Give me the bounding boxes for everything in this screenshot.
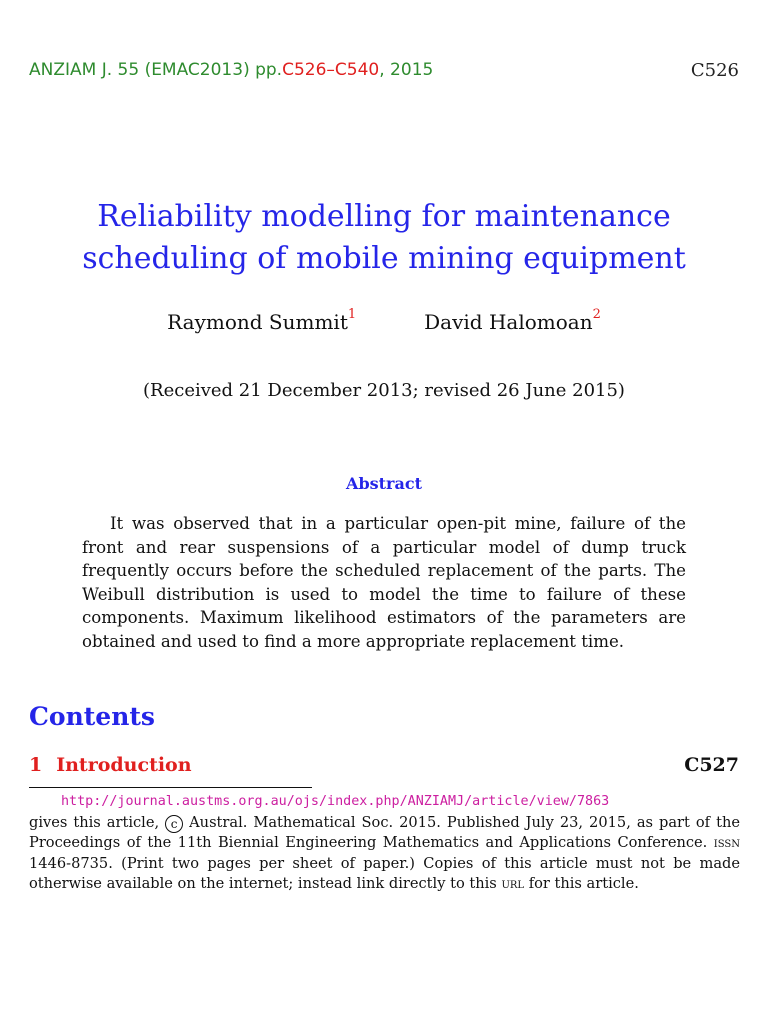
toc-section-number[interactable]: 1 [29,754,43,776]
journal-year: , 2015 [379,60,434,80]
paper-title [0,196,768,280]
running-header [29,60,739,86]
footnote-rule [29,787,312,788]
journal-citation [29,60,433,80]
footnote-text-c: 1446-8735. (Print two pages per sheet of paper.) Copies of this article must not be made otherwise available on the internet; instead link directly to this [29,854,740,892]
footnote-text-d: for this article. [528,875,639,892]
page-number: C526 [690,60,739,81]
page-start-link[interactable]: C526 [282,60,327,80]
page-end-link[interactable]: C540 [334,60,380,80]
contents-heading: Contents [29,702,156,731]
author-footnote-link[interactable]: 1 [347,307,357,323]
abstract-text: It was observed that in a particular open-pit mine, failure of the front and rear suspensions of a particular model of dump truck frequently occurs before the scheduled replacement of the parts. The Weibull distribution is used to model the time to failure of these components. Maximum likelihood estimators of the parameters are obtained and used to find a more appropriate replacement time. [82,514,686,651]
footnote [29,792,740,895]
received-dates: (Received 21 December 2013; revised 26 June 2015) [143,380,625,401]
journal-name: ANZIAM J. 55 (EMAC2013) pp. [29,60,283,80]
page-range-dash: – [326,60,335,80]
footnote-text-a: gives this article, [29,813,160,831]
author-list [0,307,768,334]
article-url-link[interactable]: http://journal.austms.org.au/ojs/index.php/ANZIAMJ/article/view/7863 [61,794,610,809]
copyright-icon: c [165,815,183,833]
author-2 [424,307,601,334]
title-line-1: Reliability modelling for maintenance [97,199,671,234]
abstract-heading: Abstract [346,474,422,493]
title-line-2: scheduling of mobile mining equipment [82,241,686,276]
toc-page-number: C527 [684,754,739,776]
author-name: David Halomoan [424,310,593,334]
author-footnote-link[interactable]: 2 [592,307,601,323]
toc-section-label[interactable]: Introduction [56,754,192,776]
author-1 [167,307,357,334]
url-label: url [501,875,525,892]
footnote-text-b: Austral. Mathematical Soc. 2015. Published July 23, 2015, as part of the Proceedings of the 11th Biennial Engineering Mathematics and Applications Conference. [29,813,740,851]
toc-entry[interactable] [29,754,739,776]
author-name: Raymond Summit [167,310,348,334]
issn-label: issn [713,834,740,851]
